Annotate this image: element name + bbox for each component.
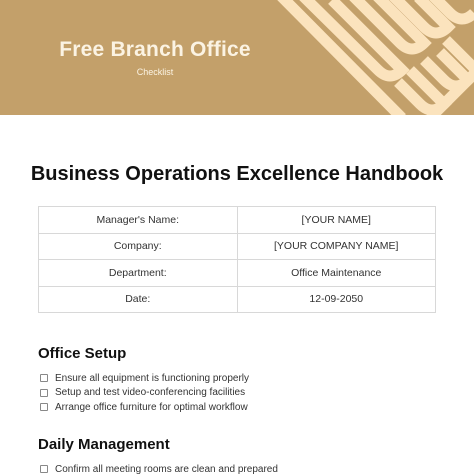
info-value: [YOUR NAME] <box>237 207 436 234</box>
list-item[interactable] <box>40 386 249 401</box>
list-item[interactable] <box>40 400 249 415</box>
list-item-label: Arrange office furniture for optimal workflow <box>55 401 248 413</box>
header-banner <box>0 0 474 115</box>
checkbox[interactable] <box>40 465 48 473</box>
list-item[interactable] <box>40 371 249 386</box>
table-row <box>39 233 436 260</box>
document-title: Business Operations Excellence Handbook <box>30 163 444 185</box>
table-row <box>39 286 436 313</box>
info-value: 12-09-2050 <box>237 286 436 313</box>
info-value: Office Maintenance <box>237 260 436 287</box>
list-item-label: Confirm all meeting rooms are clean and prepared <box>55 463 278 474</box>
section-title-office-setup: Office Setup <box>38 345 127 362</box>
list-item-label: Setup and test video-conferencing facilities <box>55 387 246 399</box>
info-label: Department: <box>39 260 238 287</box>
table-row <box>39 260 436 287</box>
list-item-label: Ensure all equipment is functioning properly <box>55 372 249 384</box>
checkbox[interactable] <box>40 374 48 382</box>
banner-title: Free Branch Office <box>59 38 251 61</box>
section-title-daily-management: Daily Management <box>38 436 170 453</box>
table-row <box>39 207 436 234</box>
info-table <box>38 206 436 313</box>
checkbox[interactable] <box>40 403 48 411</box>
info-label: Manager's Name: <box>39 207 238 234</box>
info-label: Date: <box>39 286 238 313</box>
checkbox[interactable] <box>40 389 48 397</box>
info-value: [YOUR COMPANY NAME] <box>237 233 436 260</box>
list-item[interactable] <box>40 462 278 474</box>
checklist-office-setup <box>40 371 249 415</box>
info-label: Company: <box>39 233 238 260</box>
banner-subtitle: Checklist <box>136 67 174 77</box>
checklist-daily-management <box>40 462 278 474</box>
